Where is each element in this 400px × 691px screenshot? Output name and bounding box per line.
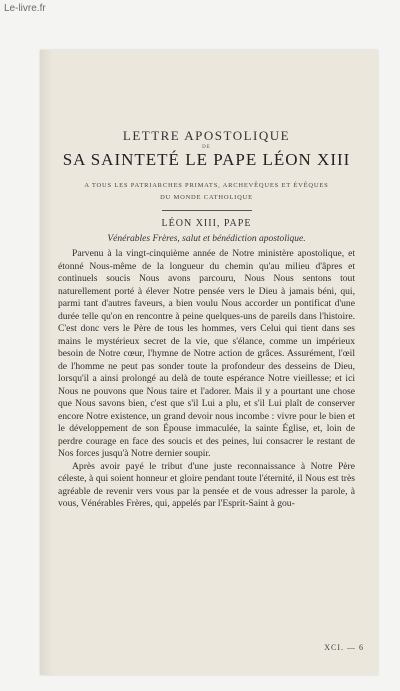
- subtitle-line-1: A TOUS LES PATRIARCHES PRIMATS, ARCHEVÊQUES ET ÉVÊQUES: [84, 182, 329, 189]
- letter-salutation: Vénérables Frères, salut et bénédiction apostolique.: [107, 234, 306, 244]
- document-subtitle: [58, 180, 355, 204]
- document-title: LETTRE APOSTOLIQUE: [122, 128, 291, 143]
- page-content: [58, 128, 355, 511]
- paragraph-2: Après avoir payé le tribut d'une juste reconnaissance à Notre Père céleste, à qui soient honneur et gloire pendant toute l'éternité, il Nous est très agréable de revenir vers vous par la pensée et de vous adresser la parole, à vous, Vénérables Frères, qui, appelés par l'Esprit-Saint à gou-: [58, 460, 355, 509]
- watermark: Le-livre.fr: [4, 3, 46, 14]
- letter-body: [58, 248, 355, 511]
- section-divider: [162, 210, 252, 211]
- paragraph-1: Parvenu à la vingt-cinquième année de Notre ministère apostolique, et étonné Nous-même de la longueur du chemin qu'au milieu d'âpres et continuels soucis Nous avons parcouru, Nous Nous sentons tout naturellement porté à élever Notre pensée vers le Dieu à jamais béni, qui, parmi tant d'autres faveurs, a bien voulu Nous accorder un pontificat d'une durée telle qu'on en rencontre à peine quelques-uns de pareils dans l'histoire. C'est donc vers le Père de tous les hommes, vers Celui qui tient dans ses mains le mystérieux secret de la vie, que s'élance, comme un impérieux besoin de Notre cœur, l'hymne de Notre action de grâces. Assurément, l'œil de l'homme ne peut pas sonder toute la profondeur des desseins de Dieu, lorsqu'il a ainsi prolongé au delà de toute espérance Notre vieillesse; et ici Nous ne pouvons que Nous taire et l'adorer. Mais il y a pourtant une chose que Nous savons bien, c'est que s'il Lui a plu, et s'il Lui plaît de conserver encore Notre existence, un grand devoir nous incombe : vivre pour le bien et le développement de son Épouse immaculée, la sainte Église, et, loin de perdre courage en face des soucis et des peines, lui consacrer le restant de Nos forces jusqu'à Notre dernier soupir.: [58, 248, 355, 459]
- subtitle-line-2: DU MONDE CATHOLIQUE: [160, 194, 253, 201]
- title-connector: DE: [202, 145, 211, 150]
- page-signature-mark: XCI. — 6: [324, 643, 364, 652]
- page-edge-shadow: [40, 50, 54, 675]
- letter-heading: LÉON XIII, PAPE: [161, 218, 252, 229]
- document-author-title: SA SAINTETÉ LE PAPE LÉON XIII: [62, 150, 351, 169]
